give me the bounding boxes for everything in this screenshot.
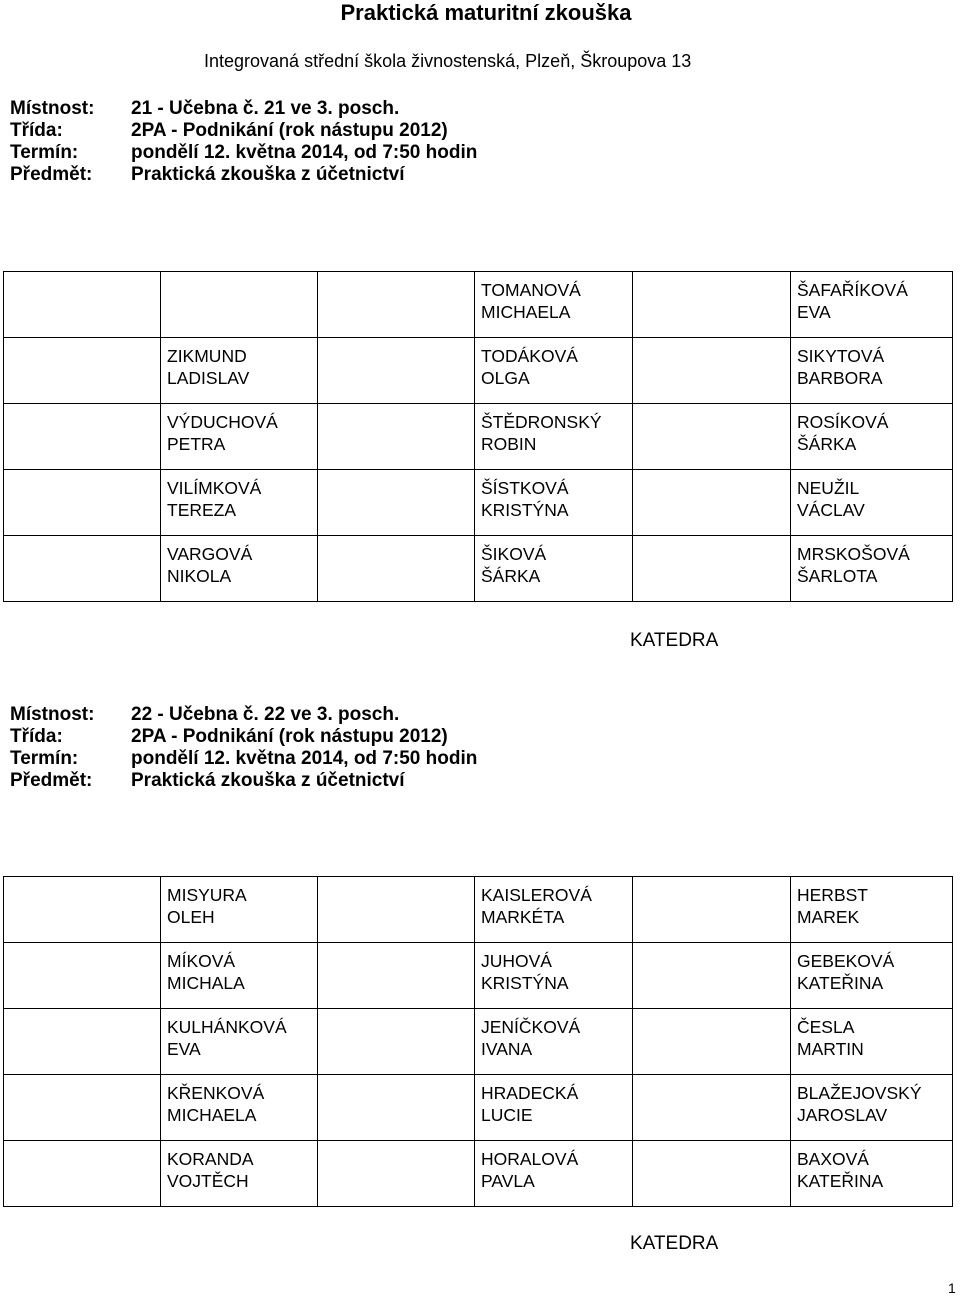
seat-cell [475, 404, 633, 470]
seat-cell [161, 470, 318, 536]
seat-cell [633, 877, 791, 943]
student-given-name: PAVLA [481, 1171, 535, 1191]
student-surname: ŠÍSTKOVÁ [481, 478, 569, 498]
student-given-name: MARTIN [797, 1039, 864, 1059]
student-surname: JUHOVÁ [481, 951, 552, 971]
student-surname: HERBST [797, 885, 868, 905]
info-label: Místnost: [10, 704, 95, 725]
student-given-name: ROBIN [481, 434, 537, 454]
info-value: Praktická zkouška z účetnictví [131, 770, 405, 791]
seat-cell [318, 470, 475, 536]
seating-table [3, 271, 953, 602]
seat-row [4, 1075, 953, 1141]
student-surname: MISYURA [167, 885, 247, 905]
student-surname: KAISLEROVÁ [481, 885, 592, 905]
seat-cell [791, 536, 953, 602]
student-given-name: MICHAELA [167, 1105, 257, 1125]
seat-cell [161, 943, 318, 1009]
seat-cell [475, 943, 633, 1009]
seat-cell [633, 1009, 791, 1075]
student-surname: ŠIKOVÁ [481, 544, 547, 564]
seat-cell [4, 470, 161, 536]
student-given-name: ŠÁRKA [481, 566, 541, 586]
seat-cell [318, 536, 475, 602]
seat-cell [475, 536, 633, 602]
student-surname: SIKYTOVÁ [797, 346, 885, 366]
student-given-name: TEREZA [167, 500, 237, 520]
seat-cell [791, 943, 953, 1009]
student-given-name: IVANA [481, 1039, 533, 1059]
student-given-name: MARKÉTA [481, 907, 565, 927]
seat-cell [4, 1009, 161, 1075]
seat-cell [633, 404, 791, 470]
student-given-name: LUCIE [481, 1105, 533, 1125]
seat-cell [161, 404, 318, 470]
student-given-name: EVA [167, 1039, 201, 1059]
seat-row [4, 877, 953, 943]
student-given-name: MICHALA [167, 973, 245, 993]
seat-cell [633, 470, 791, 536]
student-surname: ROSÍKOVÁ [797, 412, 889, 432]
room-info [10, 704, 477, 792]
info-value: 22 - Učebna č. 22 ve 3. posch. [131, 704, 400, 725]
seat-cell [318, 877, 475, 943]
seat-cell [4, 1141, 161, 1207]
seat-cell [633, 338, 791, 404]
seating-table [3, 876, 953, 1207]
student-given-name: KATEŘINA [797, 973, 884, 993]
room-info [10, 98, 477, 186]
seat-cell [475, 338, 633, 404]
student-given-name: ŠARLOTA [797, 566, 878, 586]
seat-cell [4, 338, 161, 404]
student-surname: HRADECKÁ [481, 1083, 579, 1103]
page-number: 1 [948, 1280, 956, 1296]
seat-row [4, 338, 953, 404]
seat-cell [791, 1075, 953, 1141]
seat-cell [633, 1141, 791, 1207]
seat-cell [791, 877, 953, 943]
info-value: pondělí 12. května 2014, od 7:50 hodin [131, 142, 478, 163]
seat-cell [318, 1141, 475, 1207]
info-value: Praktická zkouška z účetnictví [131, 164, 405, 185]
student-surname: HORALOVÁ [481, 1149, 579, 1169]
seat-row [4, 1141, 953, 1207]
seat-row [4, 536, 953, 602]
seat-row [4, 404, 953, 470]
student-surname: MRSKOŠOVÁ [797, 544, 910, 564]
seat-cell [161, 1009, 318, 1075]
info-label: Předmět: [10, 164, 93, 185]
student-given-name: PETRA [167, 434, 226, 454]
seat-cell [4, 1075, 161, 1141]
seat-cell [791, 1141, 953, 1207]
seat-cell [633, 943, 791, 1009]
seat-cell [791, 272, 953, 338]
student-surname: VILÍMKOVÁ [167, 478, 262, 498]
student-given-name: LADISLAV [167, 368, 250, 388]
seat-cell [475, 877, 633, 943]
student-given-name: KRISTÝNA [481, 500, 569, 520]
student-surname: MÍKOVÁ [167, 951, 236, 971]
seat-row [4, 470, 953, 536]
seat-cell [791, 1009, 953, 1075]
student-given-name: BARBORA [797, 368, 883, 388]
seat-cell [318, 1075, 475, 1141]
seat-cell [475, 1075, 633, 1141]
seat-cell [633, 536, 791, 602]
student-given-name: ŠÁRKA [797, 434, 857, 454]
info-value: 21 - Učebna č. 21 ve 3. posch. [131, 98, 400, 119]
seat-cell [475, 1009, 633, 1075]
student-given-name: OLGA [481, 368, 530, 388]
student-given-name: VOJTĚCH [167, 1171, 249, 1191]
student-surname: ZIKMUND [167, 346, 247, 366]
seat-cell [633, 1075, 791, 1141]
student-surname: VARGOVÁ [167, 544, 253, 564]
student-surname: KORANDA [167, 1149, 254, 1169]
student-surname: KULHÁNKOVÁ [167, 1017, 287, 1037]
seat-cell [791, 338, 953, 404]
info-label: Termín: [10, 748, 79, 769]
student-surname: KŘENKOVÁ [167, 1083, 265, 1103]
seat-cell [4, 943, 161, 1009]
student-surname: BAXOVÁ [797, 1149, 869, 1169]
student-surname: BLAŽEJOVSKÝ [797, 1083, 922, 1103]
seat-cell [791, 470, 953, 536]
student-given-name: KRISTÝNA [481, 973, 569, 993]
info-value: 2PA - Podnikání (rok nástupu 2012) [131, 726, 448, 747]
student-surname: VÝDUCHOVÁ [167, 412, 278, 432]
info-label: Předmět: [10, 770, 93, 791]
teacher-desk-label: KATEDRA [630, 630, 719, 651]
seat-cell [791, 404, 953, 470]
school-name: Integrovaná střední škola živnostenská, Plzeň, Škroupova 13 [204, 51, 692, 71]
seat-cell [4, 272, 161, 338]
teacher-desk-label: KATEDRA [630, 1233, 719, 1254]
info-label: Termín: [10, 142, 79, 163]
seat-cell [161, 1141, 318, 1207]
info-label: Třída: [10, 726, 63, 747]
student-surname: TOMANOVÁ [481, 280, 581, 300]
student-given-name: EVA [797, 302, 831, 322]
student-surname: TODÁKOVÁ [481, 346, 578, 366]
seat-cell [161, 338, 318, 404]
seat-cell [318, 943, 475, 1009]
seat-cell [633, 272, 791, 338]
student-surname: ŠAFAŘÍKOVÁ [797, 280, 908, 300]
seat-cell [4, 536, 161, 602]
seat-cell [4, 404, 161, 470]
seat-cell [318, 338, 475, 404]
seat-cell [161, 1075, 318, 1141]
student-given-name: MICHAELA [481, 302, 571, 322]
seat-row [4, 272, 953, 338]
info-value: pondělí 12. května 2014, od 7:50 hodin [131, 748, 478, 769]
info-label: Místnost: [10, 98, 95, 119]
seat-cell [161, 272, 318, 338]
student-given-name: JAROSLAV [797, 1105, 888, 1125]
seat-cell [161, 536, 318, 602]
seat-cell [475, 1141, 633, 1207]
student-surname: JENÍČKOVÁ [481, 1017, 581, 1037]
seat-cell [4, 877, 161, 943]
seat-cell [475, 470, 633, 536]
student-given-name: KATEŘINA [797, 1171, 884, 1191]
seat-cell [161, 877, 318, 943]
info-label: Třída: [10, 120, 63, 141]
seat-row [4, 1009, 953, 1075]
info-value: 2PA - Podnikání (rok nástupu 2012) [131, 120, 448, 141]
student-surname: NEUŽIL [797, 478, 860, 498]
seat-row [4, 943, 953, 1009]
student-given-name: OLEH [167, 907, 215, 927]
student-given-name: MAREK [797, 907, 860, 927]
page-title: Praktická maturitní zkouška [340, 0, 632, 25]
seat-cell [318, 1009, 475, 1075]
student-given-name: NIKOLA [167, 566, 232, 586]
seat-cell [475, 272, 633, 338]
student-surname: GEBEKOVÁ [797, 951, 895, 971]
student-surname: ČESLA [797, 1017, 855, 1037]
student-given-name: VÁCLAV [797, 500, 865, 520]
seat-cell [318, 404, 475, 470]
seat-cell [318, 272, 475, 338]
student-surname: ŠTĚDRONSKÝ [481, 412, 602, 432]
